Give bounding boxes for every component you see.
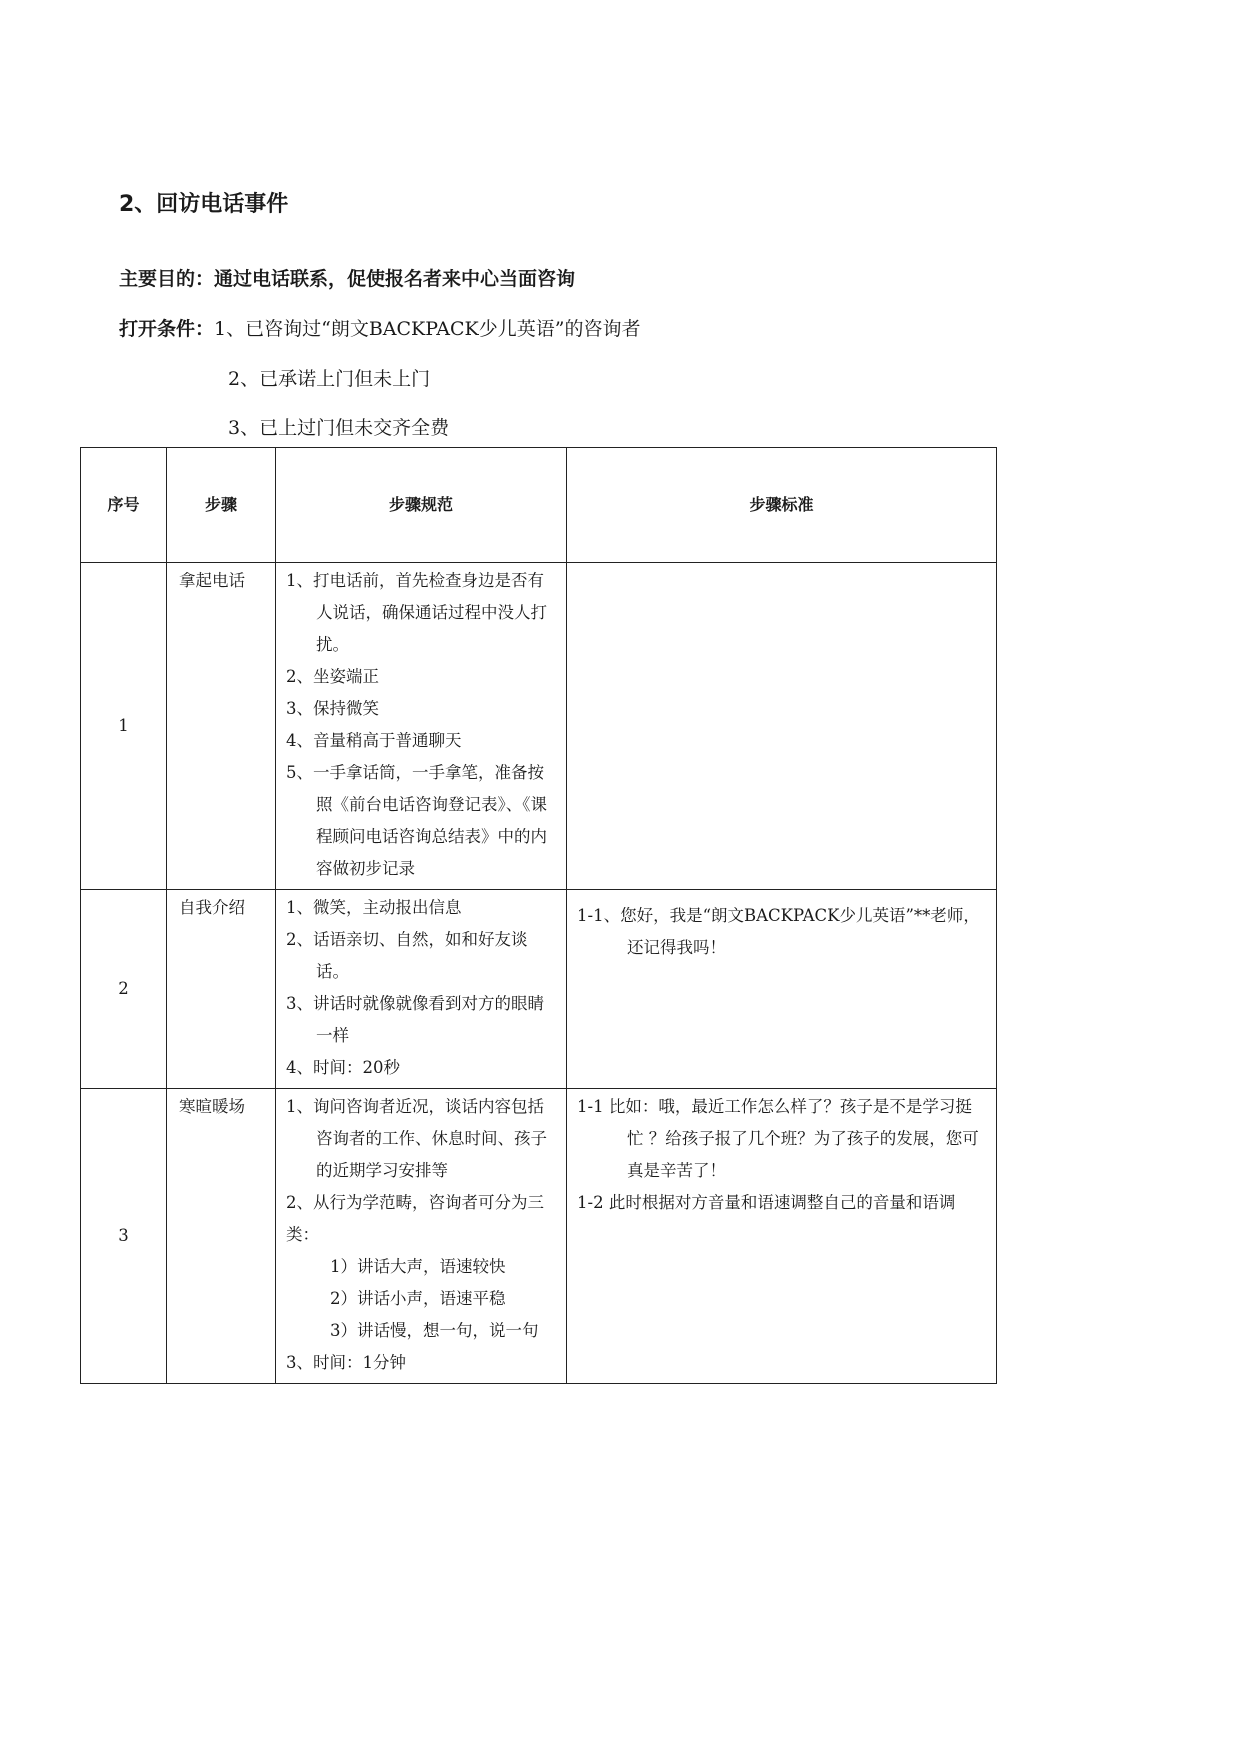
spec-item: 3、讲话时就像就像看到对方的眼睛一样 (286, 994, 544, 1045)
spec-item: 1、微笑，主动报出信息 (286, 898, 462, 917)
spec-subitem: 1）讲话大声，语速较快 (330, 1257, 506, 1276)
table-row (81, 1089, 997, 1384)
spec-item: 1、打电话前，首先检查身边是否有人说话，确保通话过程中没人打扰。 (286, 571, 547, 654)
purpose-text: 通过电话联系，促使报名者来中心当面咨询 (214, 268, 576, 290)
standard-item: 1-1 比如：哦，最近工作怎么样了？孩子是不是学习挺忙 ？给孩子报了几个班？为了孩子的发展，您可真是辛苦了！ (577, 1097, 979, 1180)
procedure-table (80, 447, 997, 1384)
spec-subitem: 2）讲话小声，语速平稳 (330, 1289, 506, 1308)
spec-item: 2、坐姿端正 (286, 667, 379, 686)
row-step: 拿起电话 (167, 563, 276, 890)
row-spec (276, 890, 567, 1089)
spec-item: 5、一手拿话筒，一手拿笔，准备按照《前台电话咨询登记表》、《课程顾问电话咨询总结表》中的内容做初步记录 (286, 763, 547, 878)
header-number: 序号 (81, 448, 167, 563)
purpose-line (119, 264, 575, 291)
table-header-row (81, 448, 997, 563)
standard-item: 1-2 此时根据对方音量和语速调整自己的音量和语调 (577, 1193, 956, 1212)
section-heading: 2、回访电话事件 (119, 192, 289, 217)
conditions-line (119, 314, 640, 341)
spec-item: 3、时间：1分钟 (286, 1353, 406, 1372)
row-spec (276, 563, 567, 890)
row-spec (276, 1089, 567, 1384)
condition-item: 1、已咨询过“朗文BACKPACK少儿英语”的咨询者 (214, 318, 641, 340)
row-standard (567, 1089, 997, 1384)
condition-item: 2、已承诺上门但未上门 (228, 368, 431, 390)
table-row (81, 890, 997, 1089)
spec-subitem: 3）讲话慢，想一句，说一句 (330, 1321, 539, 1340)
row-number: 1 (81, 563, 167, 890)
spec-item: 1、询问咨询者近况，谈话内容包括咨询者的工作、休息时间、孩子的近期学习安排等 (286, 1097, 547, 1180)
header-standard: 步骤标准 (567, 448, 997, 563)
spec-item: 4、音量稍高于普通聊天 (286, 731, 462, 750)
row-step: 寒暄暖场 (167, 1089, 276, 1384)
table-row (81, 563, 997, 890)
spec-item: 2、从行为学范畴，咨询者可分为三类： (286, 1193, 544, 1244)
condition-item: 3、已上过门但未交齐全费 (228, 417, 450, 439)
row-step: 自我介绍 (167, 890, 276, 1089)
row-standard (567, 563, 997, 890)
row-number: 2 (81, 890, 167, 1089)
spec-item: 4、时间：20秒 (286, 1058, 400, 1077)
header-step: 步骤 (167, 448, 276, 563)
spec-item: 2、话语亲切、自然，如和好友谈话。 (286, 930, 528, 981)
row-number: 3 (81, 1089, 167, 1384)
standard-item: 1-1、您好，我是“朗文BACKPACK少儿英语”**老师，还记得我吗！ (577, 906, 980, 957)
header-spec: 步骤规范 (276, 448, 567, 563)
purpose-label: 主要目的： (119, 268, 215, 290)
conditions-label: 打开条件： (119, 318, 215, 340)
row-standard (567, 890, 997, 1089)
spec-item: 3、保持微笑 (286, 699, 379, 718)
